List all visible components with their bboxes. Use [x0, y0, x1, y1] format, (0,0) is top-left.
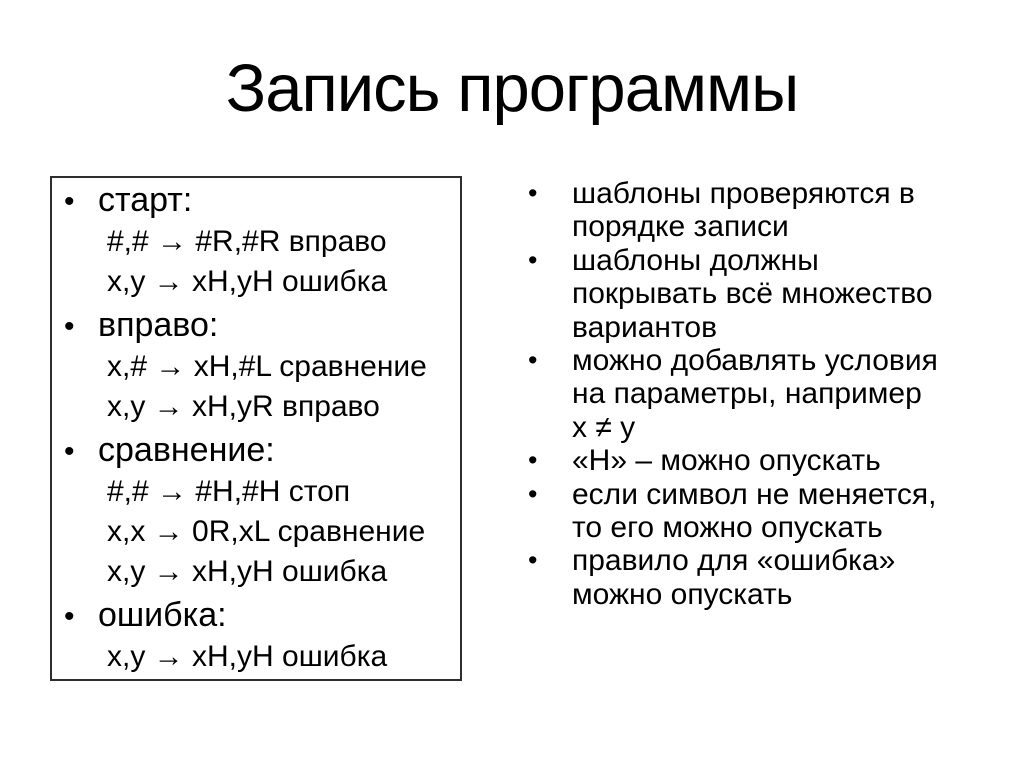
note-line: можно опускать: [572, 577, 793, 611]
state-name: старт:: [98, 181, 193, 219]
bullet-icon: •: [528, 345, 538, 376]
state-item: [64, 305, 460, 347]
bullet-icon: •: [64, 185, 75, 218]
note-line: порядке записи: [572, 210, 789, 244]
bullet-icon: •: [64, 600, 75, 633]
note-line: если символ не меняется,: [572, 477, 937, 511]
state-name: ошибка:: [98, 596, 227, 634]
state-item: [64, 595, 460, 637]
note-item: [528, 544, 1008, 611]
note-item: [528, 478, 1008, 545]
rule-line: #,# → #Н,#Н стоп: [107, 475, 351, 508]
note-line: шаблоны должны: [572, 243, 819, 277]
note-line: можно добавлять условия: [572, 344, 938, 378]
note-item: [528, 244, 1008, 344]
slide-title: Запись программы: [225, 51, 799, 126]
note-line: то его можно опускать: [572, 511, 883, 545]
note-line: на параметры, например: [572, 377, 922, 411]
note-text: [572, 244, 933, 344]
note-line: правило для «ошибка»: [572, 544, 896, 578]
note-line: покрывать всё множество: [572, 277, 933, 311]
rule-line: x,y → xН,yН ошибка: [107, 640, 388, 673]
rule-line: x,# → xН,#L сравнение: [107, 350, 427, 383]
note-item: [528, 177, 1008, 244]
state-name: вправо:: [98, 306, 219, 344]
bullet-icon: •: [64, 435, 75, 468]
bullet-icon: •: [64, 310, 75, 343]
program-rules-box: [50, 176, 462, 681]
bullet-icon: •: [528, 478, 538, 509]
rule-line: x,y → xН,yН ошибка: [107, 265, 388, 298]
note-text: [572, 344, 938, 444]
state-item: [64, 180, 460, 222]
rule-line: x,y → xН,yR вправо: [107, 390, 380, 423]
note-line: «Н» – можно опускать: [572, 444, 881, 478]
note-text: [572, 478, 937, 545]
bullet-icon: •: [528, 244, 538, 275]
bullet-icon: •: [528, 178, 538, 208]
bullet-icon: •: [528, 445, 538, 476]
rule-line: #,# → #R,#R вправо: [107, 225, 387, 258]
note-text: [572, 177, 915, 244]
note-line: вариантов: [572, 310, 718, 344]
note-line: шаблоны проверяются в: [572, 177, 915, 210]
note-text: [572, 444, 881, 477]
notes-list: [528, 177, 1008, 611]
state-item: [64, 430, 460, 472]
note-text: [572, 544, 895, 611]
note-item: [528, 444, 1008, 477]
state-name: сравнение:: [98, 431, 275, 469]
rule-line: x,x → 0R,xL сравнение: [107, 515, 426, 548]
note-line: x ≠ y: [572, 410, 636, 444]
rule-line: x,y → xН,yН ошибка: [107, 555, 388, 588]
bullet-icon: •: [528, 545, 538, 576]
note-item: [528, 344, 1008, 444]
